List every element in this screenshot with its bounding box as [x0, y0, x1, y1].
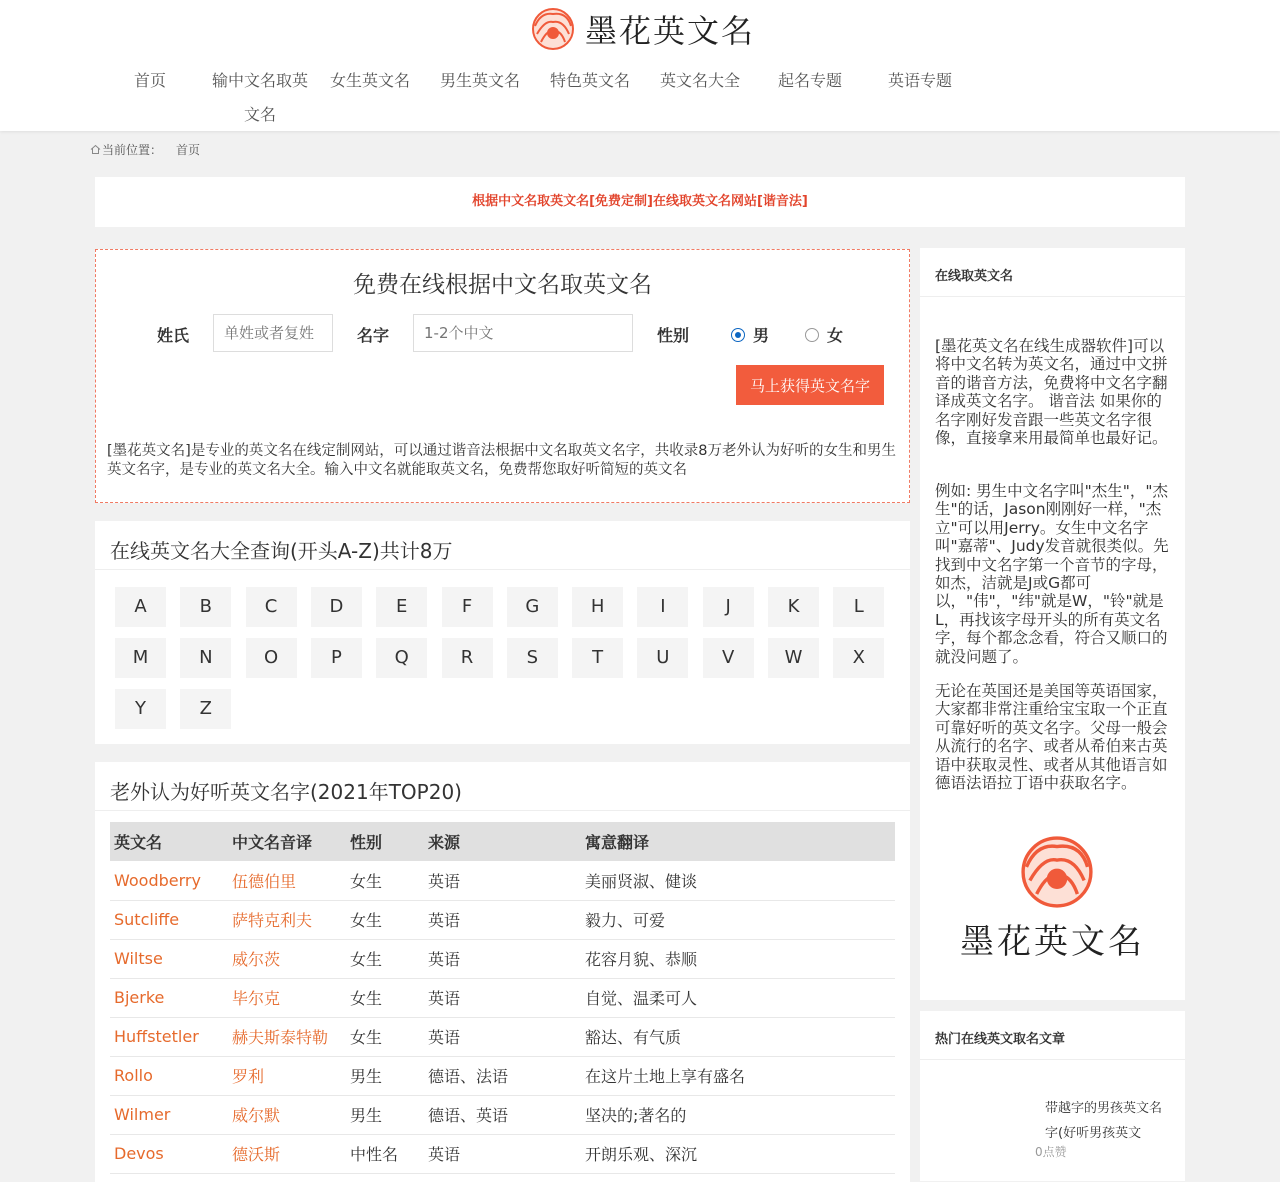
- table-row: [110, 978, 895, 1017]
- top-names-title: 老外认为好听英文名字(2021年TOP20): [110, 780, 462, 804]
- chinese-name-link[interactable]: 德沃斯: [228, 1134, 346, 1173]
- article-likes: 0点赞: [1035, 1145, 1067, 1159]
- meaning-cell: 豁达、有气质: [581, 1017, 895, 1056]
- letter-link-k[interactable]: K: [768, 587, 819, 627]
- name-label: 名字: [357, 326, 390, 345]
- chinese-name-link[interactable]: 毕尔克: [228, 978, 346, 1017]
- origin-cell: 德语、英语: [424, 1095, 581, 1134]
- gender-female-radio[interactable]: [805, 323, 843, 346]
- gender-male-radio[interactable]: [731, 323, 769, 346]
- english-name-link[interactable]: Devos: [110, 1134, 228, 1173]
- origin-cell: 英语: [424, 939, 581, 978]
- letter-link-y[interactable]: Y: [115, 689, 166, 729]
- sidebar-logo: [960, 833, 1150, 963]
- table-row: [110, 1095, 895, 1134]
- peony-logo-icon: [527, 6, 579, 52]
- nav-special-names[interactable]: 特色英文名: [549, 71, 630, 90]
- letter-link-w[interactable]: W: [768, 638, 819, 678]
- top-names-table: [110, 822, 895, 1174]
- nav-cn-to-en[interactable]: 输中文名取英文名: [211, 71, 308, 124]
- letter-link-b[interactable]: B: [180, 587, 231, 627]
- form-title: 免费在线根据中文名取英文名: [353, 272, 652, 298]
- table-row: [110, 1056, 895, 1095]
- chinese-name-link[interactable]: 萨特克利夫: [228, 900, 346, 939]
- letter-link-q[interactable]: Q: [376, 638, 427, 678]
- headline-banner: 根据中文名取英文名[免费定制]在线取英文名网站[谐音法]: [95, 177, 1185, 227]
- origin-cell: 英语: [424, 1017, 581, 1056]
- gender-cell: 女生: [346, 939, 424, 978]
- letter-link-s[interactable]: S: [507, 638, 558, 678]
- chinese-name-link[interactable]: 赫夫斯泰特勒: [228, 1017, 346, 1056]
- origin-cell: 英语: [424, 978, 581, 1017]
- nav-home[interactable]: 首页: [133, 71, 166, 90]
- female-label: 女: [827, 326, 844, 345]
- gender-label: 性别: [657, 326, 690, 345]
- letter-link-o[interactable]: O: [246, 638, 297, 678]
- chinese-name-link[interactable]: 罗利: [228, 1056, 346, 1095]
- letter-link-p[interactable]: P: [311, 638, 362, 678]
- meaning-cell: 在这片土地上享有盛名: [581, 1056, 895, 1095]
- chinese-name-link[interactable]: 威尔茨: [228, 939, 346, 978]
- name-generator-form: [95, 249, 910, 503]
- col-english-name: 英文名: [110, 822, 228, 861]
- col-gender: 性别: [346, 822, 424, 861]
- get-english-name-button[interactable]: 马上获得英文名字: [736, 365, 884, 405]
- english-name-link[interactable]: Wiltse: [110, 939, 228, 978]
- site-header: [0, 0, 1280, 131]
- english-name-link[interactable]: Wilmer: [110, 1095, 228, 1134]
- english-name-link[interactable]: Woodberry: [110, 861, 228, 900]
- origin-cell: 德语、法语: [424, 1056, 581, 1095]
- meaning-cell: 坚决的;著名的: [581, 1095, 895, 1134]
- surname-label: 姓氏: [157, 326, 190, 345]
- english-name-link[interactable]: Rollo: [110, 1056, 228, 1095]
- letter-link-z[interactable]: Z: [180, 689, 231, 729]
- letter-link-j[interactable]: J: [703, 587, 754, 627]
- logo-text: 墨花英文名: [585, 12, 756, 50]
- male-label: 男: [753, 326, 770, 345]
- radio-checked-icon: [731, 328, 745, 342]
- sidebar-paragraph-1: [墨花英文名在线生成器软件]可以将中文名转为英文名，通过中文拼音的谐音方法，免费将中文名字翻译成英文名字。 谐音法 如果你的名字刚好发音跟一些英文名字很像，直接拿来用最简单也最好记。: [935, 337, 1168, 448]
- breadcrumb-label: 当前位置：: [102, 143, 163, 157]
- sidebar-title: 在线取英文名: [935, 269, 1014, 284]
- letter-link-e[interactable]: E: [376, 587, 427, 627]
- letter-link-d[interactable]: D: [311, 587, 362, 627]
- table-header-row: [110, 822, 895, 861]
- divider: [95, 810, 910, 811]
- letter-link-r[interactable]: R: [442, 638, 493, 678]
- col-chinese-transliteration: 中文名音译: [228, 822, 346, 861]
- letter-link-f[interactable]: F: [442, 587, 493, 627]
- letter-link-c[interactable]: C: [246, 587, 297, 627]
- table-row: [110, 1134, 895, 1173]
- gender-cell: 女生: [346, 900, 424, 939]
- hot-articles-panel: [920, 1011, 1185, 1181]
- english-name-link[interactable]: Bjerke: [110, 978, 228, 1017]
- origin-cell: 英语: [424, 1134, 581, 1173]
- col-meaning: 寓意翻译: [581, 822, 895, 861]
- divider: [95, 569, 910, 570]
- meaning-cell: 毅力、可爱: [581, 900, 895, 939]
- gender-cell: 女生: [346, 978, 424, 1017]
- table-row: [110, 861, 895, 900]
- nav-english-topics[interactable]: 英语专题: [887, 71, 952, 90]
- gender-cell: 女生: [346, 861, 424, 900]
- letter-link-m[interactable]: M: [115, 638, 166, 678]
- letter-link-l[interactable]: L: [833, 587, 884, 627]
- nav-girl-names[interactable]: 女生英文名: [329, 71, 410, 90]
- letter-link-i[interactable]: I: [637, 587, 688, 627]
- meaning-cell: 花容月貌、恭顺: [581, 939, 895, 978]
- breadcrumb-home-link[interactable]: 首页: [176, 143, 201, 157]
- sidebar-paragraph-2: 例如: 男生中文名字叫"杰生"，"杰生"的话，Jason刚刚好一样，"杰立"可以用Jerry。女生中文名字叫"嘉蒂"、Judy发音就很类似。先找到中文名字第一个音节的字母，如杰，洁就是J或G都可以，"伟"，"纬"就是W，"铃"就是L，再找该字母开头的所有英文名字，每个都念念看，符合又顺口的就没问题了。: [935, 482, 1169, 666]
- top-names-panel: [95, 762, 910, 1182]
- surname-input[interactable]: [213, 314, 333, 352]
- form-description: [墨花英文名]是专业的英文名在线定制网站，可以通过谐音法根据中文名取英文名字，共收录8万老外认为好听的女生和男生英文名字，是专业的英文名大全。输入中文名就能取英文名，免费帮您取好听简短的英文名: [107, 443, 897, 478]
- sidebar-paragraph-3: 无论在英国还是美国等英语国家，大家都非常注重给宝宝取一个正直可靠好听的英文名字。父母一般会从流行的名字、或者从希伯来古英语中获取灵性、或者从其他语言如德语法语拉丁语中获取名字。: [935, 682, 1168, 793]
- gender-cell: 中性名: [346, 1134, 424, 1173]
- home-icon: [90, 144, 101, 155]
- letter-link-u[interactable]: U: [637, 638, 688, 678]
- divider: [920, 296, 1185, 297]
- az-title: 在线英文名大全查询(开头A-Z)共计8万: [110, 539, 453, 563]
- table-row: [110, 900, 895, 939]
- nav-naming-topics[interactable]: 起名专题: [777, 71, 842, 90]
- chinese-name-link[interactable]: 威尔默: [228, 1095, 346, 1134]
- origin-cell: 英语: [424, 861, 581, 900]
- letter-link-g[interactable]: G: [507, 587, 558, 627]
- given-name-input[interactable]: [413, 314, 633, 352]
- site-logo[interactable]: [527, 6, 755, 52]
- peony-logo-icon: [1012, 833, 1102, 911]
- sidebar-about-panel: [920, 248, 1185, 1000]
- radio-unchecked-icon: [805, 328, 819, 342]
- nav-name-list[interactable]: 英文名大全: [659, 71, 740, 90]
- hot-articles-title: 热门在线英文取名文章: [935, 1032, 1066, 1047]
- meaning-cell: 自觉、温柔可人: [581, 978, 895, 1017]
- letter-link-h[interactable]: H: [572, 587, 623, 627]
- letter-link-a[interactable]: A: [115, 587, 166, 627]
- origin-cell: 英语: [424, 900, 581, 939]
- gender-cell: 女生: [346, 1017, 424, 1056]
- table-body: [110, 861, 895, 1173]
- meaning-cell: 美丽贤淑、健谈: [581, 861, 895, 900]
- col-origin: 来源: [424, 822, 581, 861]
- letter-link-v[interactable]: V: [703, 638, 754, 678]
- meaning-cell: 开朗乐观、深沉: [581, 1134, 895, 1173]
- english-name-link[interactable]: Huffstetler: [110, 1017, 228, 1056]
- sidebar-logo-text: 墨花英文名: [960, 922, 1145, 962]
- table-row: [110, 939, 895, 978]
- breadcrumb: [90, 141, 200, 158]
- az-index-panel: [95, 521, 910, 744]
- table-row: [110, 1017, 895, 1056]
- english-name-link[interactable]: Sutcliffe: [110, 900, 228, 939]
- gender-cell: 男生: [346, 1056, 424, 1095]
- divider: [920, 1059, 1185, 1060]
- letter-link-n[interactable]: N: [180, 638, 231, 678]
- nav-boy-names[interactable]: 男生英文名: [439, 71, 520, 90]
- article-link[interactable]: 带越字的男孩英文名字(好听男孩英文: [1045, 1101, 1163, 1141]
- letter-link-x[interactable]: X: [833, 638, 884, 678]
- letter-link-t[interactable]: T: [572, 638, 623, 678]
- gender-cell: 男生: [346, 1095, 424, 1134]
- chinese-name-link[interactable]: 伍德伯里: [228, 861, 346, 900]
